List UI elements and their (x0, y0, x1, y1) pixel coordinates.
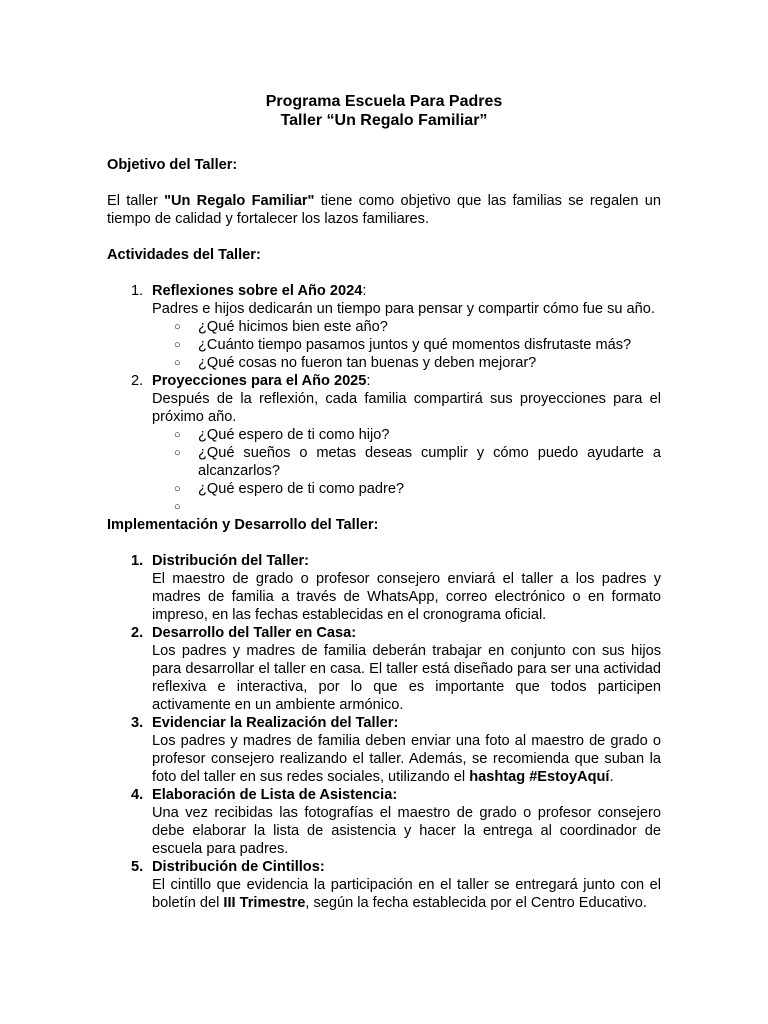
spacer (107, 264, 661, 282)
step-number: 2. (131, 625, 144, 641)
question-text: ¿Qué sueños o metas deseas cumplir y cómo puedo ayudarte a alcanzarlos? (198, 445, 661, 479)
implementation-item (107, 714, 661, 786)
step-title: Elaboración de Lista de Asistencia: (152, 787, 398, 803)
circle-bullet-icon: ○ (174, 429, 181, 441)
question-text: ¿Cuánto tiempo pasamos juntos y qué momentos disfrutaste más? (198, 337, 632, 353)
circle-bullet-icon: ○ (174, 357, 181, 369)
question-text: ¿Qué espero de ti como hijo? (198, 427, 390, 443)
activity-number: 2. (131, 373, 144, 389)
document-page (107, 92, 661, 912)
step-description: El maestro de grado o profesor consejero enviará el taller a los padres y madres de familia a través de WhatsApp, correo electrónico o en formato impreso, en las fechas establecidas en el cronograma oficial. (152, 571, 661, 623)
document-title-line2: Taller “Un Regalo Familiar” (280, 112, 488, 129)
spacer (107, 228, 661, 246)
spacer (107, 174, 661, 192)
step-description (152, 732, 661, 786)
objective-text-post: tiene como objetivo que las familias se regalen un tiempo de calidad y fortalecer los lazos familiares. (107, 193, 661, 227)
implementation-item (107, 624, 661, 714)
activity-questions (152, 426, 661, 516)
activities-heading: Actividades del Taller: (107, 247, 261, 263)
objective-paragraph (107, 192, 661, 228)
question-text: ¿Qué hicimos bien este año? (198, 319, 388, 335)
spacer (107, 130, 661, 156)
activity-item (107, 282, 661, 372)
hashtag: hashtag #EstoyAquí (469, 769, 610, 785)
question-item (107, 498, 661, 516)
workshop-name: "Un Regalo Familiar" (164, 193, 315, 209)
step-number: 5. (131, 859, 144, 875)
activity-title-suffix: : (362, 283, 367, 299)
document-title-line1: Programa Escuela Para Padres (265, 93, 503, 110)
objective-heading: Objetivo del Taller: (107, 157, 238, 173)
circle-bullet-icon: ○ (174, 447, 181, 459)
step-text-pre: Los padres y madres de familia deben enviar una foto al maestro de grado o profesor consejero realizando el taller. Además, se recomienda que suban la foto del taller en sus redes sociales, utilizando el (152, 733, 661, 785)
step-title: Distribución de Cintillos: (152, 859, 325, 875)
question-text (198, 499, 202, 515)
step-text-pre: El cintillo que evidencia la participación en el taller se entregará junto con el boletín del (152, 877, 661, 911)
question-item (107, 426, 661, 444)
activity-title-suffix: : (366, 373, 371, 389)
activity-description: Padres e hijos dedicarán un tiempo para pensar y compartir cómo fue su año. (152, 301, 655, 317)
implementation-list (107, 552, 661, 912)
step-number: 1. (131, 553, 144, 569)
activity-description: Después de la reflexión, cada familia compartirá sus proyecciones para el próximo año. (152, 391, 661, 425)
circle-bullet-icon: ○ (174, 321, 181, 333)
step-description: Una vez recibidas las fotografías el maestro de grado o profesor consejero debe elaborar la lista de asistencia y hacer la entrega al coordinador de escuela para padres. (152, 805, 661, 857)
implementation-heading: Implementación y Desarrollo del Taller: (107, 517, 379, 533)
spacer (107, 534, 661, 552)
step-title: Desarrollo del Taller en Casa: (152, 625, 357, 641)
circle-bullet-icon: ○ (174, 339, 181, 351)
step-description (152, 876, 661, 912)
activity-title: Proyecciones para el Año 2025 (152, 373, 367, 389)
activity-title-line (152, 372, 661, 390)
step-number: 3. (131, 715, 144, 731)
step-text-post: , según la fecha establecida por el Centro Educativo. (305, 895, 647, 911)
question-item (107, 336, 661, 354)
step-title: Distribución del Taller: (152, 553, 310, 569)
implementation-item (107, 552, 661, 624)
activities-list (107, 282, 661, 516)
step-text-post: . (609, 769, 614, 785)
question-text: ¿Qué cosas no fueron tan buenas y deben mejorar? (198, 355, 537, 371)
objective-text-pre: El taller (107, 193, 165, 209)
question-text: ¿Qué espero de ti como padre? (198, 481, 405, 497)
circle-bullet-icon: ○ (174, 483, 181, 495)
activity-title: Reflexiones sobre el Año 2024 (152, 283, 363, 299)
question-item (107, 480, 661, 498)
step-description: Los padres y madres de familia deberán trabajar en conjunto con sus hijos para desarrollar el taller en casa. El taller está diseñado para ser una actividad reflexiva e interactiva, por lo que es importante que todos participen activamente en un ambiente armónico. (152, 643, 661, 713)
question-item (107, 444, 661, 480)
implementation-item (107, 786, 661, 858)
activity-title-line (152, 282, 661, 300)
circle-bullet-icon: ○ (174, 501, 181, 513)
activity-item (107, 372, 661, 516)
step-number: 4. (131, 787, 144, 803)
question-item (107, 354, 661, 372)
activity-questions (152, 318, 661, 372)
activity-number: 1. (131, 283, 144, 299)
implementation-item (107, 858, 661, 912)
question-item (107, 318, 661, 336)
step-title: Evidenciar la Realización del Taller: (152, 715, 399, 731)
trimester: III Trimestre (223, 895, 306, 911)
